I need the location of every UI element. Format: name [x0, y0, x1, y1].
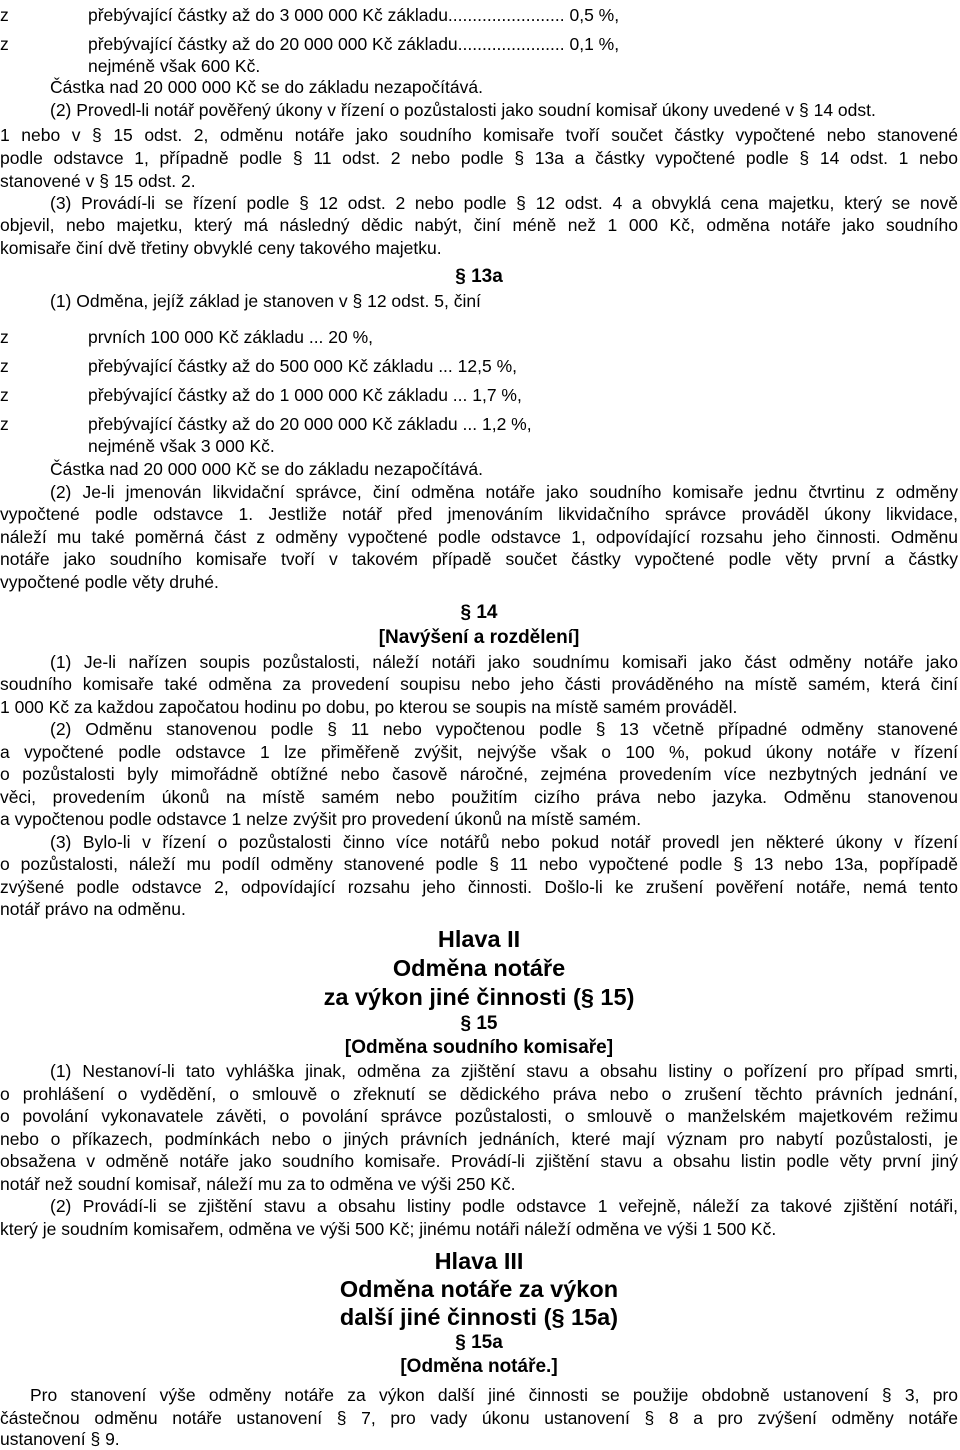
section-heading: § 15a [455, 1332, 503, 1353]
paragraph-line: notář právo na odměnu. [0, 899, 186, 919]
chapter-title: další jiné činnosti (§ 15a) [339, 1304, 619, 1330]
paragraph-line: který je soudním komisařem, odměna ve výši 500 Kč; jinému notáři náleží odměna ve výši 1 500 Kč. [0, 1219, 777, 1239]
paragraph-line: obsažena v odměně notáře jako soudního komisaře. Provádí-li zjištění stavu a obsahu listin podle věty první jiný [0, 1151, 958, 1171]
paragraph-line: stanovené v § 15 odst. 2. [0, 171, 196, 191]
bullet-text: přebývající částky až do 3 000 000 Kč základu........................ 0,5 %, [88, 5, 620, 25]
section-heading: § 14 [460, 602, 498, 623]
bullet-text: přebývající částky až do 20 000 000 Kč základu...................... 0,1 %, [88, 34, 620, 54]
paragraph-line: (2) Odměnu stanovenou podle § 11 nebo vypočtenou podle § 13 včetně případné odměny stanovené [50, 719, 958, 739]
chapter-title: Odměna notáře za výkon [339, 1276, 619, 1302]
bullet-text: přebývající částky až do 500 000 Kč základu ... 12,5 %, [88, 356, 517, 376]
paragraph-line: vypočtené podle věty druhé. [0, 572, 219, 592]
bullet-mark: z [0, 414, 9, 434]
bullet-mark: z [0, 5, 9, 25]
paragraph-line: soudního komisaře také odměna za provedení soupisu nebo jeho části prováděného na místě samém, která činí [0, 674, 958, 694]
paragraph-line: o prohlášení o vydědění, o smlouvě o zřeknutí se dědického práva nebo o zrušení těchto právních jednání, [0, 1084, 958, 1104]
paragraph-line: Částka nad 20 000 000 Kč se do základu nezapočítává. [50, 77, 483, 97]
paragraph-line: a vypočtené podle odstavce 1 lze přiměřeně zvýšit, nejvýše však o 100 %, pokud úkony notáře v řízení [0, 742, 958, 762]
section-title: [Odměna notáře.] [400, 1356, 558, 1377]
paragraph-line: zvýšené podle odstavce 2, odpovídající rozsahu jeho činnosti. Došlo-li ke zrušení pověření notáře, nemá tento [0, 877, 958, 897]
paragraph-line: o pozůstalosti byly mimořádně obtížné nebo časově náročné, zejména provedením více nezbytných jednání ve [0, 764, 958, 784]
paragraph-line: o povolání vykonavatele závěti, o povolání správce pozůstalosti, o smlouvě o manželském majetkovém režimu [0, 1106, 958, 1126]
section-heading: § 13a [455, 266, 503, 287]
paragraph-line: a vypočtenou podle odstavce 1 nelze zvýšit pro provedení úkonů na místě samém. [0, 809, 642, 829]
paragraph-line: vypočtené podle odstavce 1. Jestliže notář před jmenováním likvidačního správce prováděl úkony likvidace, [0, 504, 958, 524]
paragraph-line: (1) Odměna, jejíž základ je stanoven v § 12 odst. 5, činí [50, 291, 481, 311]
section-title: [Navýšení a rozdělení] [378, 627, 580, 648]
bullet-mark: z [0, 356, 9, 376]
chapter-title: Odměna notáře [392, 955, 566, 981]
paragraph-line: ustanovení § 9. [0, 1429, 120, 1449]
chapter-heading: Hlava III [434, 1248, 524, 1274]
paragraph-line: podle odstavce 1, případně podle § 11 odst. 2 nebo podle § 13a a částky vypočtené podle § 14 odst. 1 nebo [0, 148, 958, 168]
chapter-title: za výkon jiné činnosti (§ 15) [323, 984, 635, 1010]
bullet-text: přebývající částky až do 20 000 000 Kč základu ... 1,2 %, [88, 414, 532, 434]
paragraph-line: (3) Bylo-li v řízení o pozůstalosti činno více notářů nebo pokud notář provedl jen některé úkony v řízení [50, 832, 958, 852]
paragraph-line: (3) Provádí-li se řízení podle § 12 odst. 2 nebo podle § 12 odst. 4 a obvyklá cena majetku, který se nově [50, 193, 958, 213]
bullet-text: přebývající částky až do 1 000 000 Kč základu ... 1,7 %, [88, 385, 522, 405]
paragraph-line: objevil, nebo majetku, který má následný dědic nabýt, činí méně než 1 000 Kč, odměna notáře jako soudního [0, 215, 958, 235]
bullet-mark: z [0, 34, 9, 54]
paragraph-line: nebo o příkazech, podmínkách nebo o jiných právních jednáních, které mají význam pro nabytí pozůstalosti, je [0, 1129, 958, 1149]
paragraph-line: (2) Provedl-li notář pověřený úkony v řízení o pozůstalosti jako soudní komisař úkony uvedené v § 14 odst. [50, 100, 876, 120]
paragraph-line: notář než soudní komisař, náleží mu za to odměna ve výši 250 Kč. [0, 1174, 516, 1194]
paragraph-line: notáře jako soudního komisaře tvoří v takovém případě součet částky vypočtené podle věty první a částky [0, 549, 958, 569]
paragraph-line: Částka nad 20 000 000 Kč se do základu nezapočítává. [50, 459, 483, 479]
paragraph-line: (2) Je-li jmenován likvidační správce, činí odměna notáře jako soudního komisaře jednu čtvrtinu z odměny [50, 482, 958, 502]
paragraph-line: (1) Nestanoví-li tato vyhláška jinak, odměna za zjištění stavu a obsahu listiny o pořízení pro případ smrti, [50, 1061, 958, 1081]
paragraph-line: 1 nebo v § 15 odst. 2, odměnu notáře jako soudního komisaře tvoří součet částky vypočtené nebo stanovené [0, 125, 958, 145]
bullet-text: prvních 100 000 Kč základu ... 20 %, [88, 327, 374, 347]
paragraph-line: o pozůstalosti, náleží mu podíl odměny stanovené podle § 11 nebo vypočtené podle § 13 nebo 13a, popřípadě [0, 854, 958, 874]
bullet-mark: z [0, 327, 9, 347]
section-title: [Odměna soudního komisaře] [344, 1037, 614, 1058]
paragraph-line: Pro stanovení výše odměny notáře za výkon další jiné činnosti se použije obdobně ustanovení § 3, pro [30, 1385, 958, 1405]
chapter-heading: Hlava II [437, 926, 521, 952]
paragraph-line: částečnou odměnu notáře ustanovení § 7, pro vady úkonu ustanovení § 8 a pro zvýšení odměny notáře [0, 1408, 958, 1428]
section-heading: § 15 [460, 1013, 498, 1034]
paragraph-line: komisaře činí dvě třetiny obvyklé ceny takového majetku. [0, 238, 442, 258]
paragraph-line: (1) Je-li nařízen soupis pozůstalosti, náleží notáři jako soudnímu komisaři jako část odměny notáře jako [50, 652, 958, 672]
paragraph-line: (2) Provádí-li se zjištění stavu a obsahu listiny podle odstavce 1 veřejně, náleží za takové zjištění notáři, [50, 1196, 958, 1216]
paragraph-line: 1 000 Kč za každou započatou hodinu po dobu, po kterou se soupis na místě samém prováděl. [0, 697, 738, 717]
paragraph-line: náleží mu také poměrná část z odměny vypočtené podle odstavce 1, odpovídající rozsahu jeho činnosti. Odměnu [0, 527, 958, 547]
document-page: z přebývající částky až do 3 000 000 Kč základu........................ 0,5 %, z přebývající částky až do 20 000 000 Kč základu...................... 0,1 %, nejméně však 600 Kč. Částka nad 20 000 000 Kč se do základu nezapočítává. (2) Provedl-li notář pověřený úkony v řízení o pozůstalosti jako soudní komisař úkony uvedené v § 14 odst. 1 nebo v § 15 odst. 2, odměnu notáře jako soudního komisaře tvoří součet částky vypočtené nebo stanovené podle odstavce 1, případně podle § 11 odst. 2 nebo podle § 13a a částky vypočtené podle § 14 odst. 1 nebo stanovené v § 15 odst. 2. (3) Provádí-li se řízení podle § 12 odst. 2 nebo podle § 12 odst. 4 a obvyklá cena majetku, který se nově objevil, nebo majetku, který má následný dědic nabýt, činí méně než 1 000 Kč, odměna notáře jako soudního komisaře činí dvě třetiny obvyklé ceny takového majetku. § 13a (1) Odměna, jejíž základ je stanoven v § 12 odst. 5, činí z prvních 100 000 Kč základu ... 20 %, z přebývající částky až do 500 000 Kč základu ... 12,5 %, z přebývající částky až do 1 000 000 Kč základu ... 1,7 %, z přebývající částky až do 20 000 000 Kč základu ... 1,2 %, nejméně však 3 000 Kč. Částka nad 20 000 000 Kč se do základu nezapočítává. (2) Je-li jmenován likvidační správce, činí odměna notáře jako soudního komisaře jednu čtvrtinu z odměny vypočtené podle odstavce 1. Jestliže notář před jmenováním likvidačního správce prováděl úkony likvidace, náleží mu také poměrná část z odměny vypočtené podle odstavce 1, odpovídající rozsahu jeho činnosti. Odměnu notáře jako soudního komisaře tvoří v takovém případě součet částky vypočtené podle věty první a částky vypočtené podle věty druhé. § 14 [Navýšení a rozdělení] (1) Je-li nařízen soupis pozůstalosti, náleží notáři jako soudnímu komisaři jako část odměny notáře jako soudního komisaře také odměna za provedení soupisu nebo jeho části prováděného na místě samém, která činí 1 000 Kč za každou započatou hodinu po dobu, po kterou se soupis na místě samém prováděl. (2) Odměnu stanovenou podle § 11 nebo vypočtenou podle § 13 včetně případné odměny stanovené a vypočtené podle odstavce 1 lze přiměřeně zvýšit, nejvýše však o 100 %, pokud úkony notáře v řízení o pozůstalosti byly mimořádně obtížné nebo časově náročné, zejména provedením více nezbytných jednání ve věci, provedením úkonů na místě samém nebo použitím cizího práva nebo jazyka. Odměnu stanovenou a vypočtenou podle odstavce 1 nelze zvýšit pro provedení úkonů na místě samém. (3) Bylo-li v řízení o pozůstalosti činno více notářů nebo pokud notář provedl jen některé úkony v řízení o pozůstalosti, náleží mu podíl odměny stanovené podle § 11 nebo vypočtené podle § 13 nebo 13a, popřípadě zvýšené podle odstavce 2, odpovídající rozsahu jeho činnosti. Došlo-li ke zrušení pověření notáře, nemá tento notář právo na odměnu. Hlava II Odměna notáře za výkon jiné činnosti (§ 15) § 15 [Odměna soudního komisaře] (1) Nestanoví-li tato vyhláška jinak, odměna za zjištění stavu a obsahu listiny o pořízení pro případ smrti, o prohlášení o vydědění, o smlouvě o zřeknutí se dědického práva nebo o zrušení těchto právních jednání, o povolání vykonavatele závěti, o povolání správce pozůstalosti, o smlouvě o manželském majetkovém režimu nebo o příkazech, podmínkách nebo o jiných právních jednáních, které mají význam pro nabytí pozůstalosti, je obsažena v odměně notáře jako soudního komisaře. Provádí-li zjištění stavu a obsahu listin podle věty první jiný notář než soudní komisař, náleží mu za to odměna ve výši 250 Kč. (2) Provádí-li se zjištění stavu a obsahu listiny podle odstavce 1 veřejně, náleží za takové zjištění notáři, který je soudním komisařem, odměna ve výši 500 Kč; jinému notáři náleží odměna ve výši 1 500 Kč. Hlava III Odměna notáře za výkon další jiné činnosti (§ 15a) § 15a [Odměna notáře.] Pro stanovení výše odměny notáře za výkon další jiné činnosti se použije obdobně ustanovení § 3, pro částečnou odměnu notáře ustanovení § 7, pro vady úkonu ustanovení § 8 a pro zvýšení odměny notáře ustanovení § 9. [0, 5, 958, 1449]
paragraph-line: věci, provedením úkonů na místě samém nebo použitím cizího práva nebo jazyka. Odměnu stanovenou [0, 787, 958, 807]
bullet-mark: z [0, 385, 9, 405]
